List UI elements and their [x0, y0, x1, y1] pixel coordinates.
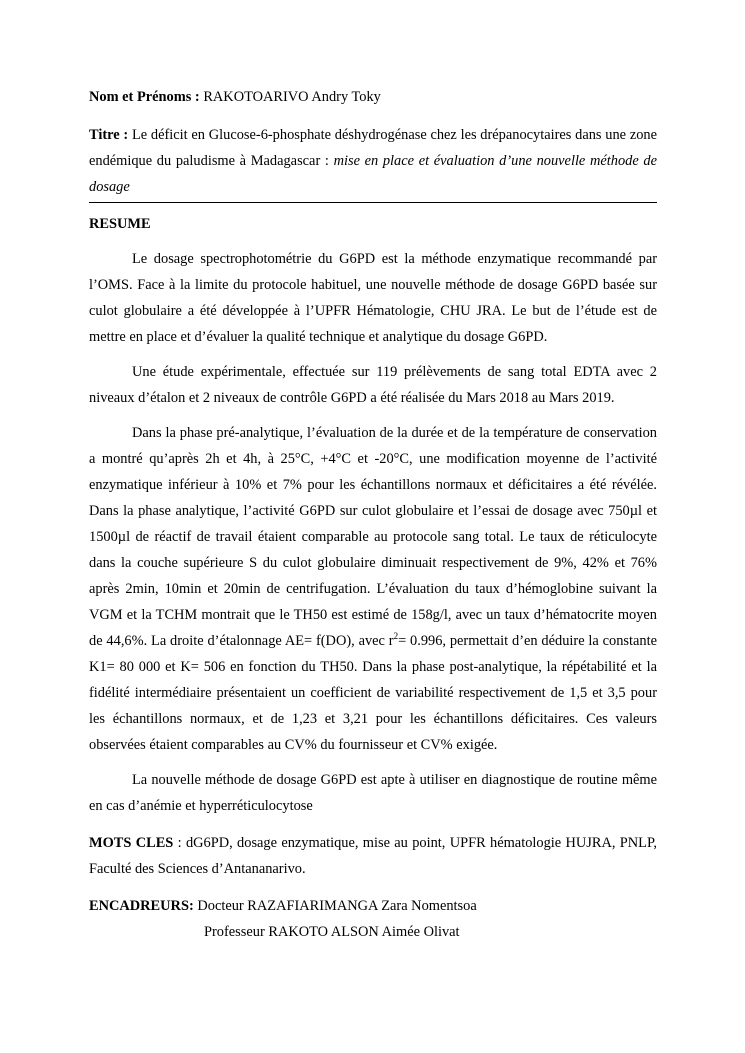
- title-italic: mise en place et évaluation d’une nouvelle méthode de dosage: [89, 153, 657, 195]
- author-name: RAKOTOARIVO Andry Toky: [203, 89, 381, 105]
- supervisors-block: [89, 893, 657, 945]
- supervisors-label: ENCADREURS:: [89, 898, 194, 914]
- author-label: Nom et Prénoms :: [89, 89, 200, 105]
- title-label: Titre :: [89, 127, 129, 143]
- resume-paragraph-1: Le dosage spectrophotométrie du G6PD est la méthode enzymatique recommandé par l’OMS. Face à la limite du protocole habituel, une nouvelle méthode de dosage G6PD basée sur culot globulaire a été développée à l’UPFR Hématologie, CHU JRA. Le but de l’étude est de mettre en place et d’évaluer la qualité technique et analytique du dosage G6PD.: [89, 251, 657, 345]
- resume-paragraph-2: Une étude expérimentale, effectuée sur 119 prélèvements de sang total EDTA avec 2 niveaux d’étalon et 2 niveaux de contrôle G6PD a été réalisée du Mars 2018 au Mars 2019.: [89, 364, 657, 406]
- section-divider: [89, 202, 657, 203]
- keywords-value: dG6PD, dosage enzymatique, mise au point, UPFR hématologie HUJRA, PNLP, Faculté des Sciences d’Antananarivo.: [89, 835, 657, 877]
- resume-paragraph-3: [89, 420, 657, 758]
- supervisor-second: Professeur RAKOTO ALSON Aimée Olivat: [204, 924, 460, 940]
- title-plain: Le déficit en Glucose-6-phosphate déshydrogénase chez les drépanocytaires dans une zone endémique du paludisme à Madagascar :: [89, 127, 657, 169]
- keywords-separator: :: [173, 835, 186, 851]
- thesis-title: [89, 122, 657, 200]
- supervisor-line-1: [89, 893, 657, 919]
- resume-paragraph-4: La nouvelle méthode de dosage G6PD est apte à utiliser en diagnostique de routine même en cas d’anémie et hyperréticulocytose: [89, 772, 657, 814]
- supervisor-first: Docteur RAZAFIARIMANGA Zara Nomentsoa: [197, 898, 477, 914]
- resume-heading: RESUME: [89, 216, 151, 232]
- keywords-label: MOTS CLES: [89, 835, 174, 851]
- document-page: [89, 86, 657, 945]
- keywords-block: [89, 830, 657, 882]
- superscript-2: 2: [393, 631, 399, 642]
- paragraph-3-text-a: Dans la phase pré-analytique, l’évaluation de la durée et de la température de conservation a montré qu’après 2h et 4h, à 25°C, +4°C et -20°C, une modification moyenne de l’activité enzymatique inférieur à 10% et 7% pour les échantillons normaux et déficitaires a été révélée. Dans la phase analytique, l’activité G6PD sur culot globulaire et l’essai de dosage avec 750µl et 1500µl de réactif de travail étaient comparable au protocole sang total. Le taux de réticulocyte dans la couche supérieure S du culot globulaire diminuait respectivement de 9%, 42% et 76% après 2min, 10min et 20min de centrifugation. L’évaluation du taux d’hémoglobine suivant la VGM et la TCHM montrait que le TH50 est estimé de 158g/l, avec un taux d’hématocrite moyen de 44,6%. La droite d’étalonnage AE= f(DO), avec r: [89, 425, 657, 649]
- author-line: [89, 86, 657, 108]
- paragraph-3-text-b: = 0.996, permettait d’en déduire la constante K1= 80 000 et K= 506 en fonction du TH50. Dans la phase post-analytique, la répétabilité et la fidélité intermédiaire présentaient un coefficient de variabilité respectivement de 1,5 et 3,5 pour les échantillons normaux, et de 1,23 et 3,21 pour les échantillons déficitaires. Ces valeurs observées étaient comparables au CV% du fournisseur et CV% exigée.: [89, 633, 657, 753]
